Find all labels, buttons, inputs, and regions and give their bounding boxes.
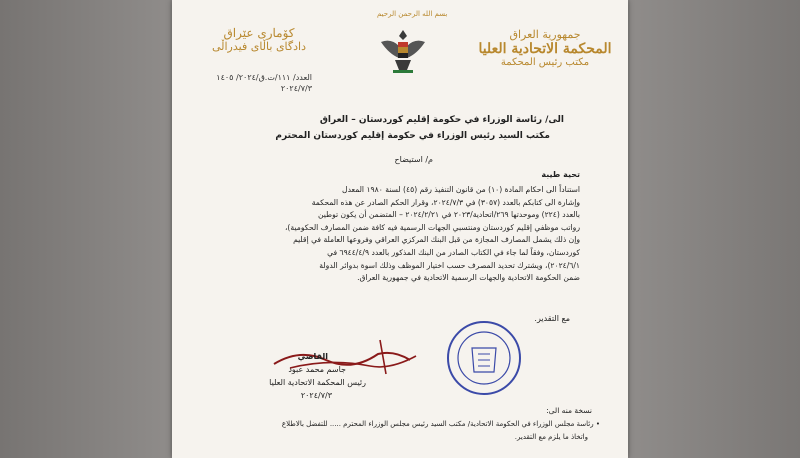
copy-to-heading: نسخة منه الى:	[546, 406, 592, 415]
letterhead-court: المحكمة الاتحادية العليا	[478, 41, 612, 57]
court-seal-icon	[444, 318, 524, 398]
letterhead-right	[470, 28, 620, 68]
body-line: رواتب موظفي إقليم كوردستان ومنتسبي الجهات الرسمية فيه كافة ضمن المصارف الحكومية)،	[284, 222, 580, 232]
signature-date: ٢٠٢٤/٧/٣	[300, 391, 332, 400]
signatory-name: جاسم محمد عبود	[288, 365, 346, 374]
copy-to-line1: • رئاسة مجلس الوزراء في الحكومة الاتحادية/ مكتب السيد رئيس مجلس الوزراء المحترم ..... للتفضل بالاطلاع	[281, 420, 600, 428]
letterhead-country: جمهورية العراق	[509, 28, 581, 41]
body-line: كوردستان، وفقاً لما جاء في الكتاب الصادر من البنك المذكور بالعدد ٦٩٤٤/٤/٩ في	[327, 247, 580, 257]
addressee-line2: مكتب السيد رئيس الوزراء في حكومة إقليم كوردستان المحترم	[275, 131, 550, 141]
letterhead-kurdish-country: كۆماری عێراق	[223, 26, 295, 40]
signatory-position: رئيس المحكمة الاتحادية العليا	[269, 378, 366, 387]
body-line: ضمن الحكومة الاتحادية والجهات الرسمية الاتحادية في جمهورية العراق.	[357, 273, 580, 283]
greeting: تحية طيبة	[541, 170, 580, 179]
signatory-title: القاضي	[297, 352, 328, 361]
iraq-eagle-emblem-icon	[377, 24, 429, 76]
document-page	[172, 0, 628, 458]
subject: م/ استيضاح	[394, 155, 433, 164]
body-line: ٢٠٢٤/٦/١)، ويشترك تحديد المصرف حسب اختيار الموظف وذلك اسوة بدوائر الدولة	[319, 260, 580, 270]
letterhead-office: مكتب رئيس المحكمة	[500, 57, 590, 68]
body-line: استناداً الى احكام المادة (١٠) من قانون التنفيذ رقم (٤٥) لسنة ١٩٨٠ المعدل	[342, 185, 580, 194]
letterhead-left	[184, 26, 334, 53]
reference-date: ٢٠٢٤/٧/٣	[280, 84, 312, 93]
body-line: وإشارة الى كتابكم بالعدد (٣٠٥٧) في ٢٠٢٤/٧/٣، وقرار الحكم الصادر عن هذه المحكمة	[311, 197, 580, 207]
background-left	[0, 0, 170, 458]
reference-block	[202, 72, 312, 94]
closing: مع التقدير.	[534, 314, 570, 323]
letterhead-kurdish-court: دادگای باڵای فیدراڵی	[211, 40, 306, 53]
addressee-line1: الى/ رئاسة الوزراء في حكومة إقليم كوردستان – العراق	[319, 115, 564, 125]
body-line: وإن ذلك يشمل المصارف المجازة من قبل البنك المركزي العراقي وفروعها العاملة في إقليم	[293, 235, 580, 245]
background-right	[630, 0, 800, 458]
copy-to-line2: واتخاذ ما يلزم مع التقدير.	[514, 433, 588, 441]
reference-number: العدد/ ١١١/ت.ق/٢٠٢٤/ ١٤٠٥	[216, 73, 312, 82]
letter-body	[200, 184, 580, 285]
body-line: بالعدد (٢٢٤) وموحدتها ٢٦٩/اتحادية/٢٠٢٣ في ٢٠٢٤/٢/٢١ – المتضمن أن يكون توطين	[317, 210, 580, 220]
basmala: بسم الله الرحمن الرحيم	[377, 10, 448, 18]
